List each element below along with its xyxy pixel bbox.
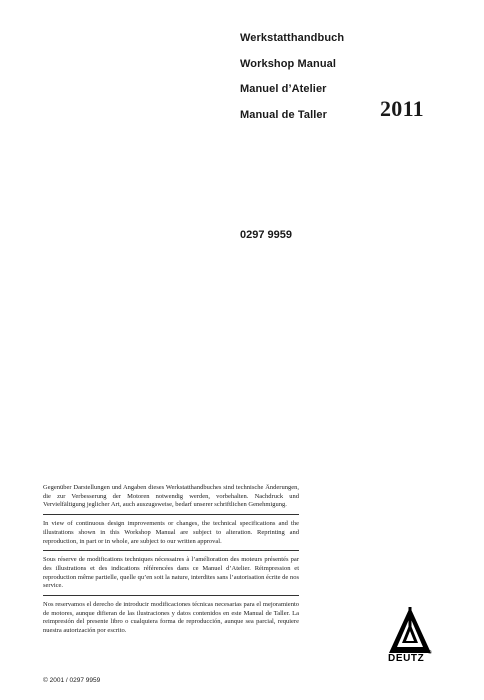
notice-english: In view of continuous design improvements or changes, the technical specifications and the illustrations shown in this Workshop Manual are subject to alteration. Reprinting and reproduction, in part or in whole, are subject to our written approval. (43, 519, 299, 551)
copyright-notices (43, 483, 299, 644)
manual-titles (240, 31, 344, 133)
notice-spanish: Nos reservamos el derecho de introducir modificaciones técnicas necesarias para el mejoramiento de motores, aunque difieran de las ilustraciones y datos contenidos en este Manual de Taller. La reimpresión del presente libro o cualquiera forma de reproducción, aunque sea parcial, requiere nuestra autorización por escrito. (43, 601, 299, 635)
title-german: Werkstatthandbuch (240, 32, 345, 44)
copyright-line: © 2001 / 0297 9959 (43, 677, 101, 684)
deutz-logo-text: DEUTZ (388, 653, 425, 664)
notice-french: Sous réserve de modifications techniques nécessaires à l’amélioration des moteurs présentés par des illustrations et des indications référencées dans ce Manuel d’Atelier. Réimpression et reproduction même partielle, quelle qu’en soit la nature, interdites sans l’autorisation écrite de nos service. (43, 555, 299, 596)
registered-mark: ® (428, 650, 432, 656)
title-english: Workshop Manual (240, 57, 337, 70)
title-french: Manuel d’Atelier (240, 83, 327, 95)
order-number: 0297 9959 (240, 229, 292, 241)
notice-german: Gegenüber Darstellungen und Angaben dieses Werkstatthandbuches sind technische Änderungen, die zur Verbesserung der Motoren notwendig werden, vorbehalten. Nachdruck und Vervielfältigung jeglicher Art, auch auszugsweise, bedarf unserer schriftlichen Genehmigung. (43, 483, 299, 515)
title-spanish: Manual de Taller (240, 108, 327, 121)
engine-model: 2011 (380, 96, 424, 121)
